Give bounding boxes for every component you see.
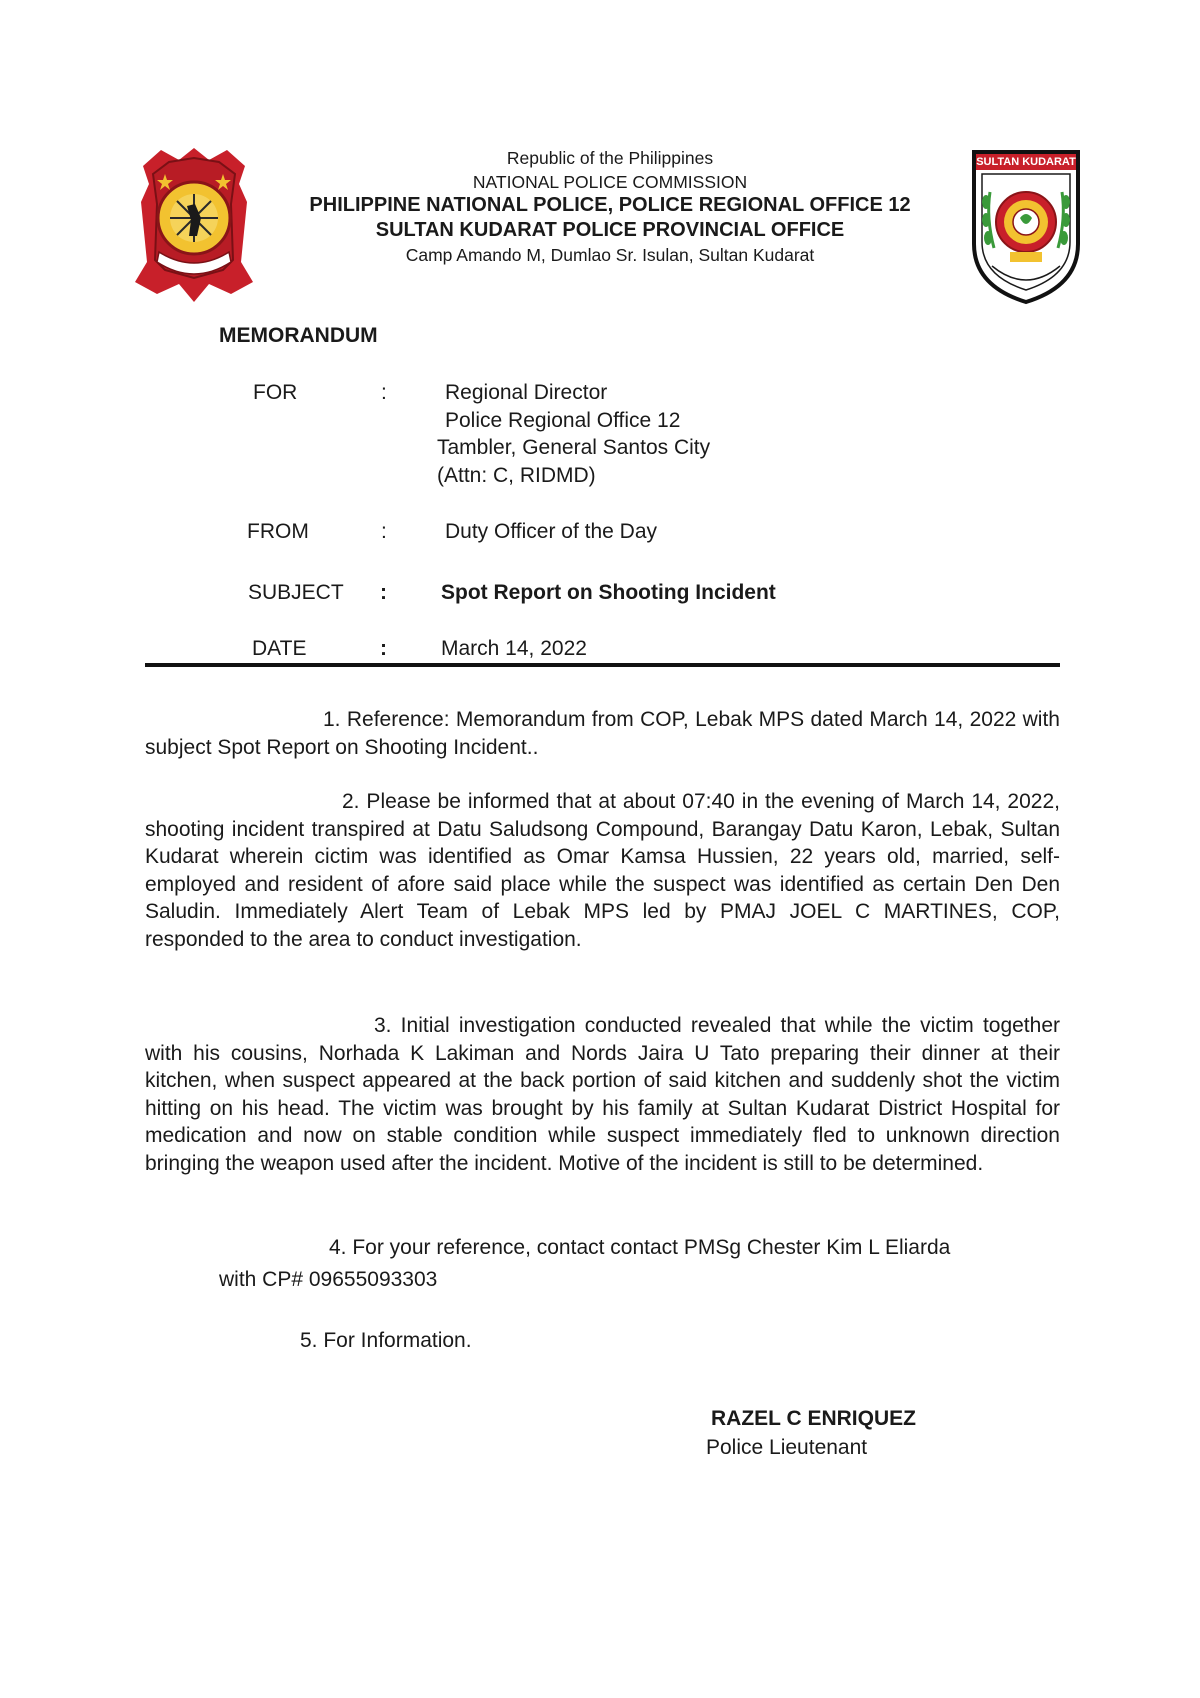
from-label: FROM (247, 520, 309, 543)
header-address: Camp Amando M, Dumlao Sr. Isulan, Sultan Kudarat (405, 245, 815, 265)
date-label: DATE (252, 637, 307, 660)
for-line-2: Police Regional Office 12 (445, 409, 681, 432)
subject-label: SUBJECT (248, 581, 344, 604)
from-value: Duty Officer of the Day (445, 520, 658, 543)
header-provincial-office: SULTAN KUDARAT POLICE PROVINCIAL OFFICE (375, 219, 845, 241)
paragraph-2: 2. Please be informed that at about 07:40 in the evening of March 14, 2022, shooting incident transpired at Datu Saludsong Compound, Barangay Datu Karon, Lebak, Sultan Kudarat wherein cictim was identified as Omar Kamsa Hussien, 22 years old, married, self-employed and resident of afore said place while the suspect was identified as certain Den Den Saludin. Immediately Alert Team of Lebak MPS led by PMAJ JOEL C MARTINES, COP, responded to the area to conduct investigation. (145, 790, 1060, 951)
paragraph-4-line-2: with CP# 09655093303 (219, 1268, 438, 1291)
paragraph-3: 3. Initial investigation conducted revealed that while the victim together with his cousins, Norhada K Lakiman and Nords Jaira U Tato preparing their dinner at their kitchen, when suspect appeared at the back portion of said kitchen and suddenly shot the victim hitting on his head. The victim was brought by his family at Sultan Kudarat District Hospital for medication and now on stable condition while suspect immediately fled to unknown direction bringing the weapon used after the incident. Motive of the incident is still to be determined. (145, 1014, 1060, 1175)
header-office: PHILIPPINE NATIONAL POLICE, POLICE REGIONAL OFFICE 12 (309, 194, 911, 216)
subject-colon: : (380, 581, 387, 604)
for-line-4: (Attn: C, RIDMD) (437, 464, 596, 487)
paragraph-4-line-1: 4. For your reference, contact contact PMSg Chester Kim L Eliarda (329, 1236, 951, 1259)
date-value: March 14, 2022 (441, 637, 587, 660)
for-colon: : (381, 381, 387, 404)
header-divider-rule (145, 663, 1060, 667)
signatory-name: RAZEL C ENRIQUEZ (711, 1407, 916, 1430)
from-colon: : (381, 520, 387, 543)
paragraph-1: 1. Reference: Memorandum from COP, Lebak MPS dated March 14, 2022 with subject Spot Report on Shooting Incident.. (145, 708, 1060, 759)
pnp-seal-logo (135, 144, 253, 302)
logo-banner-text: SULTAN KUDARAT (976, 156, 1076, 168)
signatory-rank: Police Lieutenant (706, 1436, 868, 1459)
header-republic: Republic of the Philippines (506, 148, 714, 168)
memo-title: MEMORANDUM (219, 324, 378, 347)
date-colon: : (380, 637, 387, 660)
subject-value: Spot Report on Shooting Incident (441, 581, 776, 604)
sultan-kudarat-ppo-logo (970, 148, 1082, 306)
header-commission: NATIONAL POLICE COMMISSION (472, 172, 748, 192)
for-line-1: Regional Director (445, 381, 608, 404)
for-line-3: Tambler, General Santos City (437, 436, 711, 459)
paragraph-5: 5. For Information. (300, 1329, 472, 1352)
for-label: FOR (253, 381, 298, 404)
